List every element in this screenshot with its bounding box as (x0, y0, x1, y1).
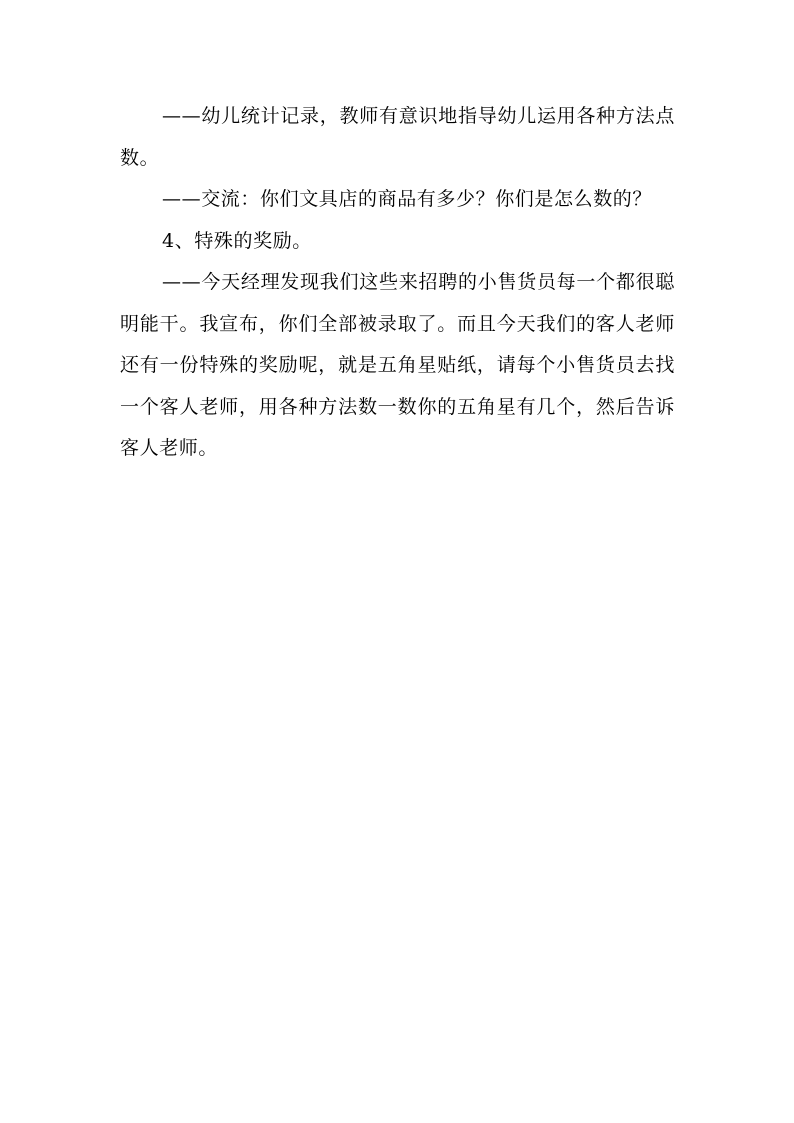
paragraph-section-heading: 4、特殊的奖励。 (162, 229, 312, 252)
paragraph-exchange: ——交流：你们文具店的商品有多少？你们是怎么数的？ (162, 188, 653, 210)
document-body (120, 96, 675, 470)
paragraph-counting-record: ——幼儿统计记录，教师有意识地指导幼儿运用各种方法点数。 (120, 105, 675, 169)
paragraph-special-reward: ——今天经理发现我们这些来招聘的小售货员每一个都很聪明能干。我宣布，你们全部被录取了。而且今天我们的客人老师还有一份特殊的奖励呢，就是五角星贴纸，请每个小售货员去找一个客人老师，用各种方法数一数你的五角星有几个，然后告诉客人老师。 (120, 271, 675, 459)
